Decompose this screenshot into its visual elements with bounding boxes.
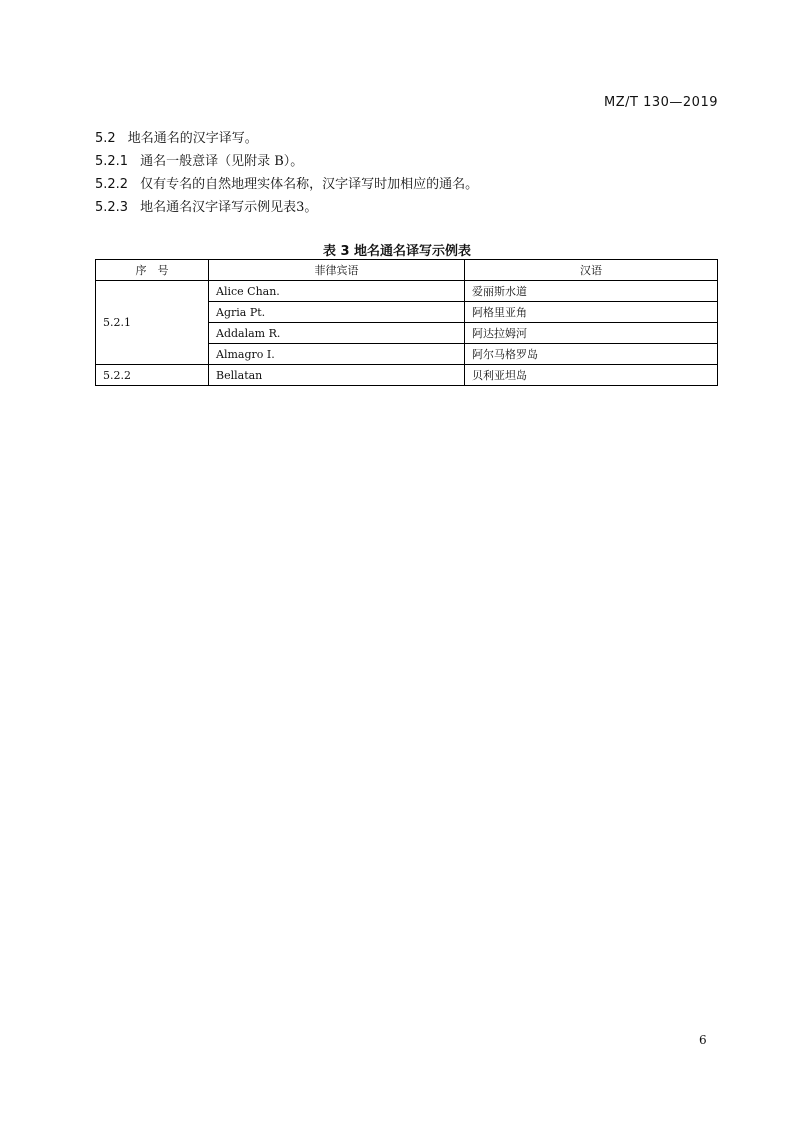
chinese-cell: 阿格里亚角 [465, 302, 718, 323]
table-row [96, 365, 718, 386]
clause-text: 通名一般意译（见附录 B）。 [140, 154, 304, 169]
clause-number: 5.2.2 [95, 177, 129, 192]
table-caption: 表 3 地名通名译写示例表 [322, 244, 472, 259]
chinese-cell: 爱丽斯水道 [465, 281, 718, 302]
clause-5-2-3 [95, 199, 317, 217]
clause-number: 5.2 [95, 131, 116, 146]
chinese-cell: 阿达拉姆河 [465, 323, 718, 344]
page-number: 6 [699, 1033, 707, 1047]
clause-text: 地名通名的汉字译写。 [127, 131, 258, 146]
clause-5-2 [95, 130, 258, 148]
clause-5-2-1 [95, 153, 303, 171]
chinese-cell: 阿尔马格罗岛 [465, 344, 718, 365]
clause-text: 地名通名汉字译写示例见表3。 [140, 200, 318, 215]
header-filipino: 菲律宾语 [209, 260, 465, 281]
filipino-cell: Alice Chan. [209, 281, 465, 302]
filipino-cell: Addalam R. [209, 323, 465, 344]
standard-code: MZ/T 130—2019 [604, 95, 718, 110]
clause-text: 仅有专名的自然地理实体名称，汉字译写时加相应的通名。 [140, 177, 479, 192]
filipino-cell: Almagro I. [209, 344, 465, 365]
seq-cell: 5.2.1 [96, 281, 209, 365]
filipino-cell: Agria Pt. [209, 302, 465, 323]
clause-number: 5.2.1 [95, 154, 129, 169]
table-header-row [96, 260, 718, 281]
clause-number: 5.2.3 [95, 200, 129, 215]
header-seq: 序 号 [96, 260, 209, 281]
example-table [95, 259, 718, 386]
header-chinese: 汉语 [465, 260, 718, 281]
clause-5-2-2 [95, 176, 478, 194]
table-row [96, 281, 718, 302]
filipino-cell: Bellatan [209, 365, 465, 386]
chinese-cell: 贝利亚坦岛 [465, 365, 718, 386]
seq-cell: 5.2.2 [96, 365, 209, 386]
